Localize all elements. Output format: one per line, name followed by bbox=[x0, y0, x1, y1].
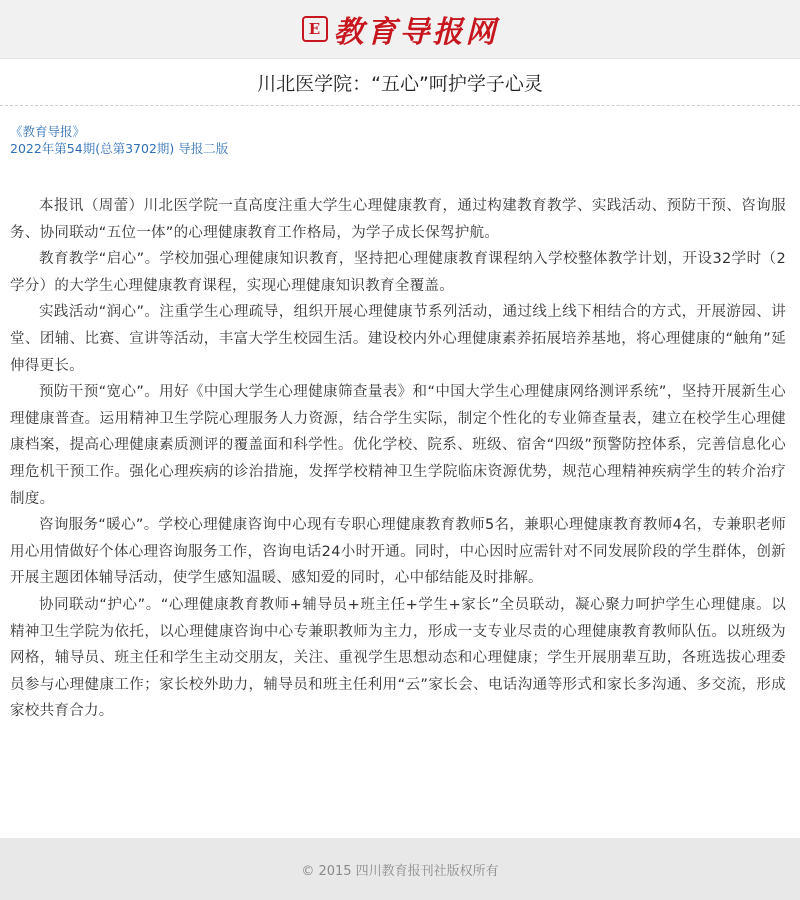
paragraph-intro: 本报讯（周蕾）川北医学院一直高度注重大学生心理健康教育，通过构建教育教学、实践活动、预防干预、咨询服务、协同联动“五位一体”的心理健康教育工作格局，为学子成长保驾护航。 bbox=[10, 198, 786, 241]
site-header bbox=[0, 0, 800, 59]
paragraph-counseling: 咨询服务“暖心”。学校心理健康咨询中心现有专职心理健康教育教师5名，兼职心理健康教育教师4名，专兼职老师用心用情做好个体心理咨询服务工作，咨询电话24小时开通。同时，中心因时应需针对不同发展阶段的学生群体，创新开展主题团体辅导活动，使学生感知温暖、感知爱的同时，心中郁结能及时排解。 bbox=[10, 517, 786, 587]
title-bar bbox=[0, 59, 800, 106]
article-body bbox=[10, 193, 786, 725]
site-footer bbox=[0, 838, 800, 900]
source-link[interactable]: 《教育导报》 bbox=[10, 124, 86, 139]
paragraph-prevention: 预防干预“宽心”。用好《中国大学生心理健康筛查量表》和“中国大学生心理健康网络测评系统”，坚持开展新生心理健康普查。运用精神卫生学院心理服务人力资源，结合学生实际，制定个性化的专业筛查量表，建立在校学生心理健康档案，提高心理健康素质测评的覆盖面和科学性。优化学校、院系、班级、宿舍“四级”预警防控体系，完善信息化心理危机干预工作。强化心理疾病的诊治措施，发挥学校精神卫生学院临床资源优势，规范心理精神疾病学生的转介治疗制度。 bbox=[10, 384, 786, 507]
logo-text: 教育导报网 bbox=[333, 15, 499, 50]
paragraph-practice: 实践活动“润心”。注重学生心理疏导，组织开展心理健康节系列活动，通过线上线下相结合的方式，开展游园、讲堂、团辅、比赛、宣讲等活动，丰富大学生校园生活。建设校内外心理健康素养拓展培养基地，将心理健康的“触角”延伸得更长。 bbox=[10, 304, 786, 374]
article-meta bbox=[0, 106, 800, 156]
issue-link[interactable]: 2022年第54期(总第3702期) 导报二版 bbox=[10, 141, 229, 156]
copyright-text: © 2015 四川教育报刊社版权所有 bbox=[301, 863, 499, 879]
site-logo[interactable] bbox=[302, 7, 499, 51]
article-title: 川北医学院：“五心”呵护学子心灵 bbox=[257, 72, 543, 95]
paragraph-collaboration: 协同联动“护心”。“心理健康教育教师+辅导员+班主任+学生+家长”全员联动，凝心聚力呵护学生心理健康。以精神卫生学院为依托，以心理健康咨询中心专兼职教师为主力，形成一支专业尽责的心理健康教育教师队伍。以班级为网格，辅导员、班主任和学生主动交朋友，关注、重视学生思想动态和心理健康；学生开展朋辈互助，各班选拔心理委员参与心理健康工作；家长校外助力，辅导员和班主任利用“云”家长会、电话沟通等形式和家长多沟通、多交流，形成家校共育合力。 bbox=[10, 596, 786, 720]
paragraph-teaching: 教育教学“启心”。学校加强心理健康知识教育，坚持把心理健康教育课程纳入学校整体教学计划，开设32学时（2学分）的大学生心理健康教育课程，实现心理健康知识教育全覆盖。 bbox=[10, 251, 786, 294]
logo-icon: E bbox=[302, 16, 328, 42]
